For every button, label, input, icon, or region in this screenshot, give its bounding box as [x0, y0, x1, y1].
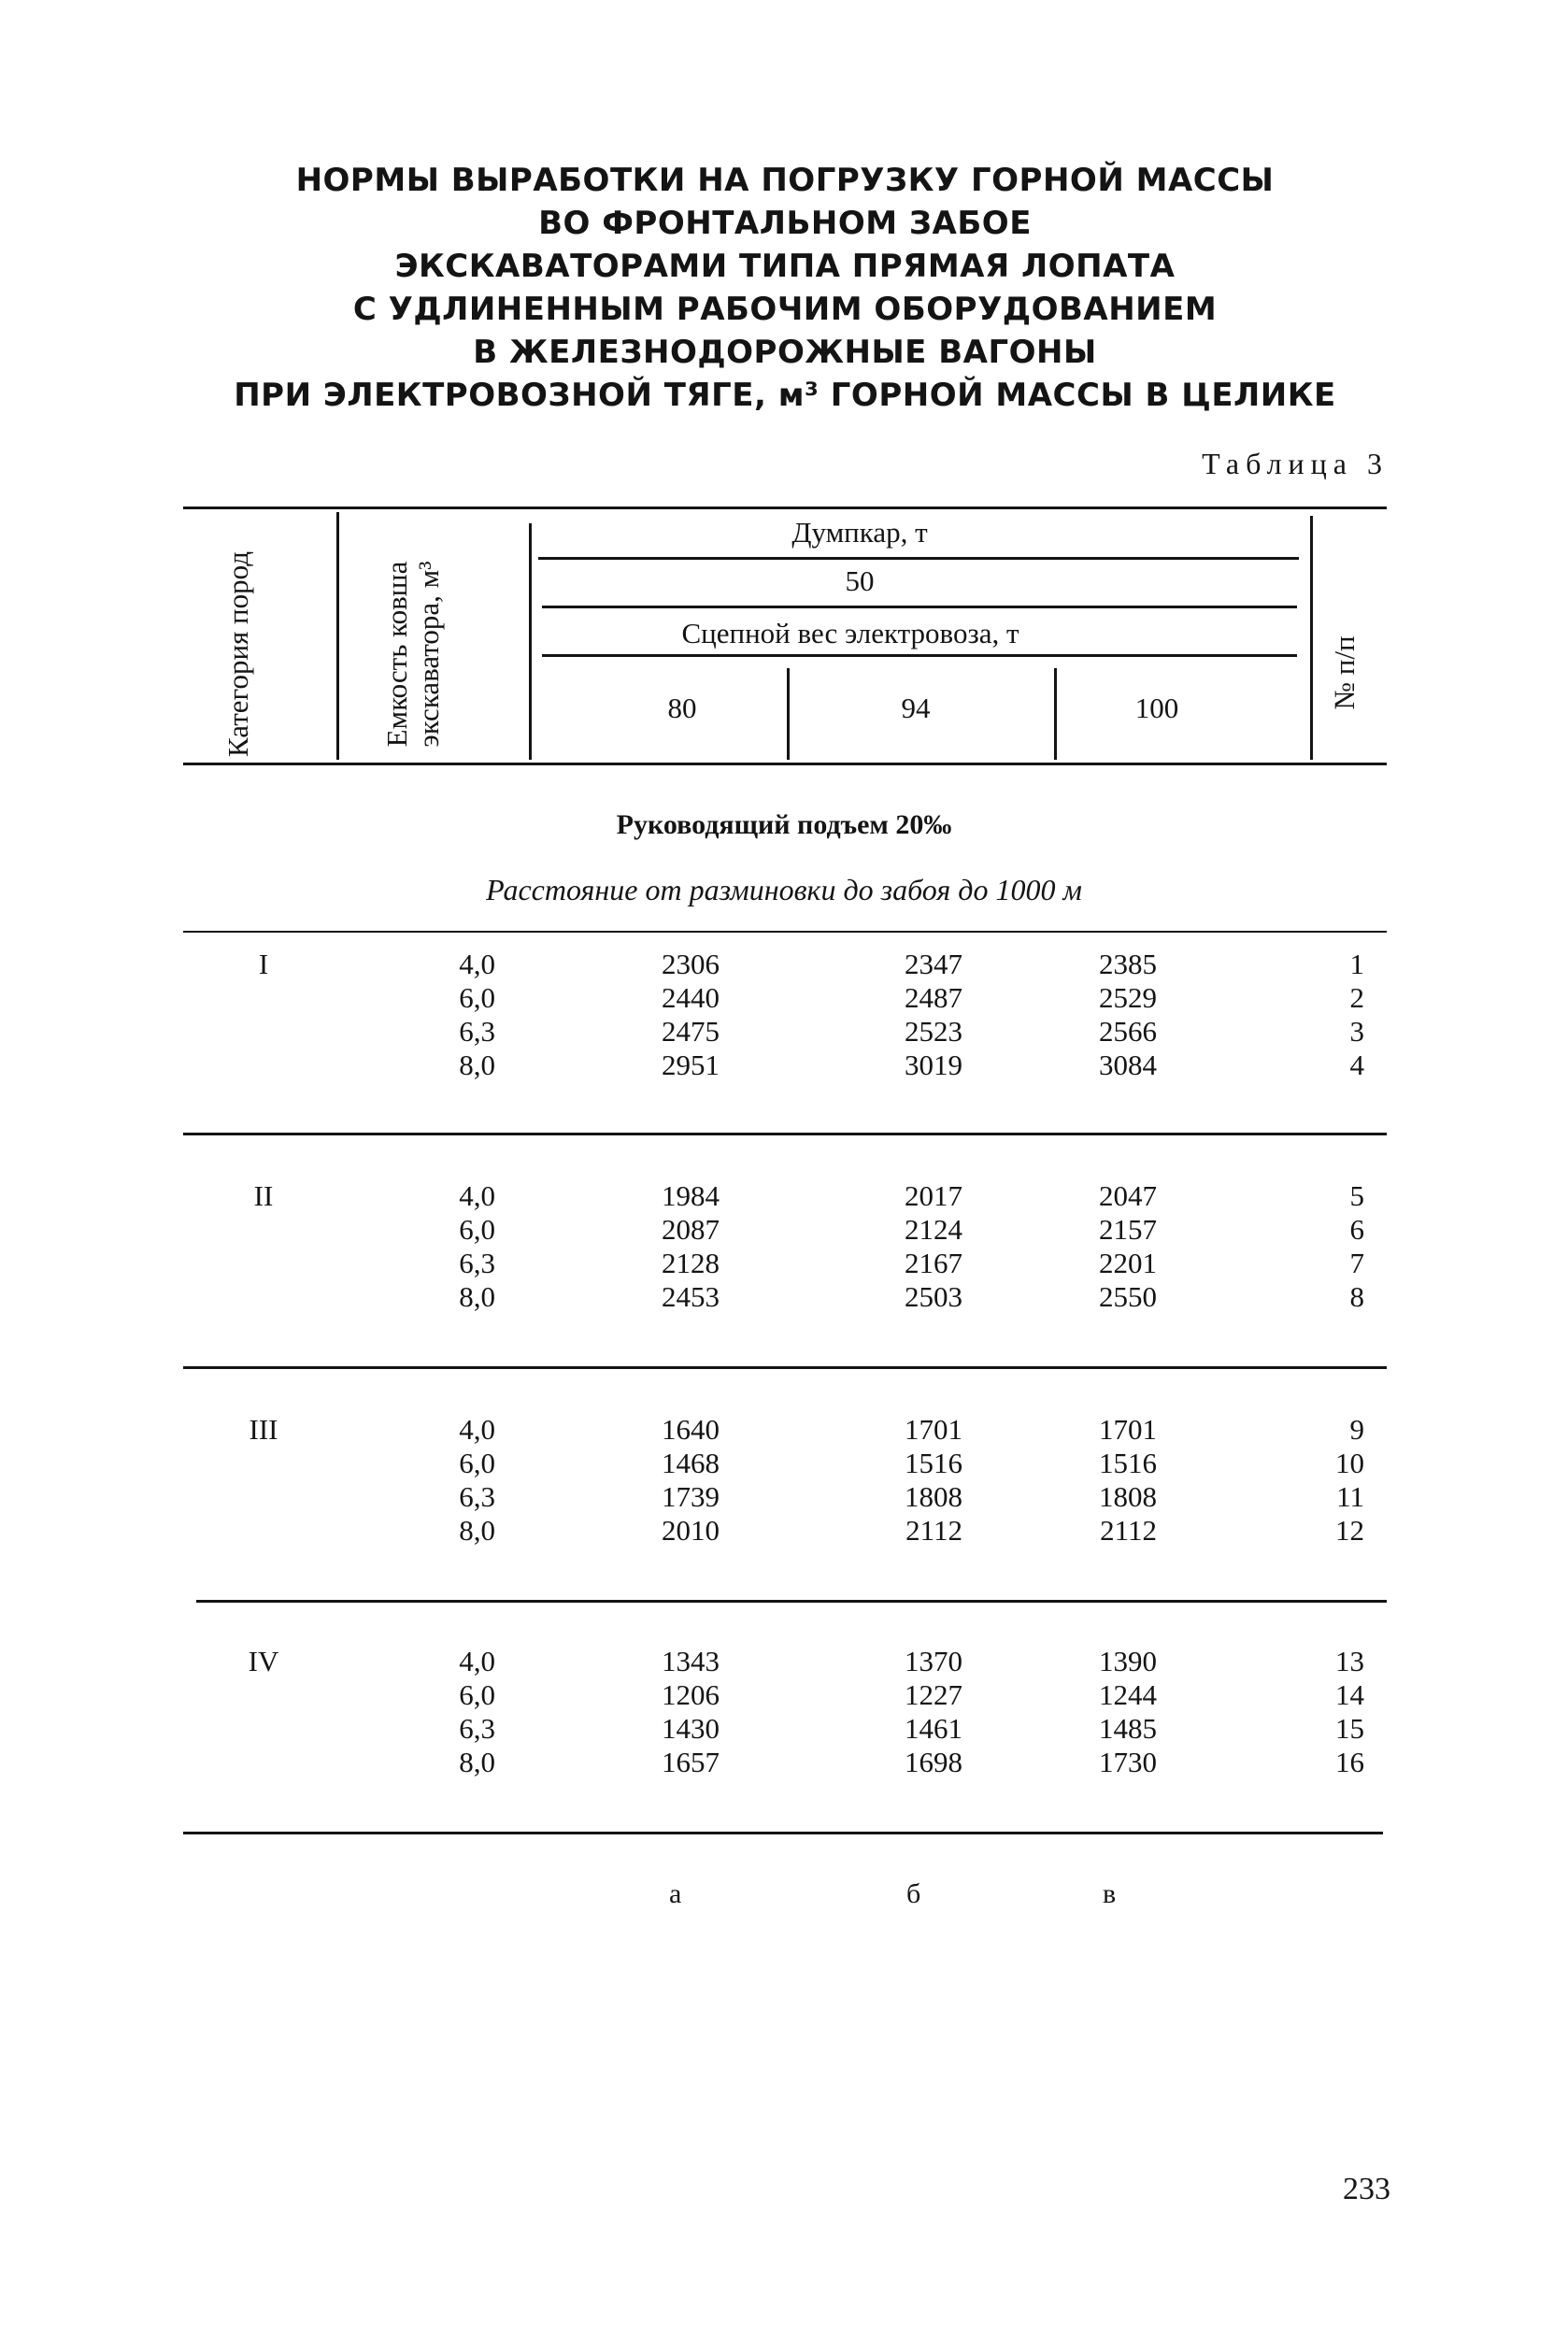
- value-b-cell: 2112: [905, 1514, 962, 1547]
- title-line: С УДЛИНЕННЫМ РАБОЧИМ ОБОРУДОВАНИЕМ: [352, 291, 1218, 328]
- value-b-cell: 2017: [905, 1179, 962, 1212]
- header-divider: [1054, 668, 1057, 760]
- row-number: 5: [1349, 1179, 1364, 1212]
- value-c-cell: 1244: [1099, 1678, 1157, 1711]
- category-cell: II: [253, 1179, 274, 1212]
- value-b-cell: 2124: [905, 1213, 962, 1246]
- value-a-cell: 1468: [662, 1447, 720, 1479]
- row-number: 4: [1349, 1049, 1364, 1081]
- value-a-cell: 2951: [662, 1049, 720, 1081]
- value-b-cell: 1461: [905, 1712, 962, 1745]
- row-number: 12: [1335, 1514, 1364, 1547]
- row-number: 1: [1349, 948, 1364, 980]
- value-a-cell: 2010: [662, 1514, 720, 1547]
- category-cell: III: [249, 1413, 278, 1446]
- value-b-cell: 2523: [905, 1015, 962, 1048]
- header-divider: [1310, 516, 1313, 760]
- value-c-cell: 1701: [1099, 1413, 1157, 1446]
- value-a-cell: 1206: [662, 1678, 720, 1711]
- value-c-cell: 2385: [1099, 948, 1157, 980]
- row-number: 10: [1335, 1447, 1364, 1479]
- value-a-cell: 2306: [662, 948, 720, 980]
- capacity-cell: 4,0: [459, 948, 495, 980]
- header-weight-94: 94: [901, 692, 931, 724]
- value-a-cell: 1739: [662, 1480, 720, 1513]
- value-b-cell: 2167: [905, 1247, 962, 1279]
- value-c-cell: 2201: [1099, 1247, 1157, 1279]
- value-c-cell: 1730: [1099, 1746, 1157, 1778]
- row-number: 7: [1349, 1247, 1364, 1279]
- value-a-cell: 1657: [662, 1746, 720, 1778]
- row-number: 9: [1349, 1413, 1364, 1446]
- capacity-cell: 8,0: [459, 1280, 495, 1313]
- header-divider: [336, 512, 339, 760]
- row-number: 2: [1349, 981, 1364, 1014]
- value-c-cell: 1485: [1099, 1712, 1157, 1745]
- header-capacity: Емкость ковша экскаватора, м³: [380, 561, 445, 748]
- value-b-cell: 1701: [905, 1413, 962, 1446]
- title-line: ЭКСКАВАТОРАМИ ТИПА ПРЯМАЯ ЛОПАТА: [394, 248, 1176, 285]
- value-a-cell: 1343: [662, 1645, 720, 1677]
- value-b-cell: 2503: [905, 1280, 962, 1313]
- header-number: № п/п: [1328, 635, 1361, 710]
- row-number: 11: [1336, 1480, 1364, 1513]
- value-c-cell: 1808: [1099, 1480, 1157, 1513]
- row-number: 6: [1349, 1213, 1364, 1246]
- value-c-cell: 2529: [1099, 981, 1157, 1014]
- value-a-cell: 1430: [662, 1712, 720, 1745]
- row-number: 15: [1335, 1712, 1364, 1745]
- distance-note: Расстояние от разминовки до забоя до 1000 м: [486, 873, 1082, 906]
- column-letter-a: а: [669, 1878, 682, 1909]
- header-weight-80: 80: [667, 692, 697, 724]
- row-number: 14: [1335, 1678, 1364, 1711]
- header-inner-rule: [538, 557, 1299, 560]
- capacity-cell: 6,3: [459, 1015, 495, 1048]
- table-rule: [183, 1832, 1383, 1834]
- value-b-cell: 1370: [905, 1645, 962, 1677]
- value-a-cell: 2087: [662, 1213, 720, 1246]
- value-a-cell: 1640: [662, 1413, 720, 1446]
- value-c-cell: 2566: [1099, 1015, 1157, 1048]
- value-a-cell: 2128: [662, 1247, 720, 1279]
- category-cell: I: [258, 948, 269, 980]
- capacity-cell: 6,3: [459, 1480, 495, 1513]
- value-b-cell: 3019: [905, 1049, 962, 1081]
- table-rule: [183, 931, 1387, 933]
- header-bottom-rule: [183, 763, 1387, 765]
- value-c-cell: 2550: [1099, 1280, 1157, 1313]
- header-weight-100: 100: [1134, 692, 1179, 724]
- title-line: В ЖЕЛЕЗНОДОРОЖНЫЕ ВАГОНЫ: [473, 334, 1097, 371]
- capacity-cell: 4,0: [459, 1413, 495, 1446]
- capacity-cell: 4,0: [459, 1179, 495, 1212]
- capacity-cell: 4,0: [459, 1645, 495, 1677]
- value-a-cell: 1984: [662, 1179, 720, 1212]
- capacity-cell: 6,3: [459, 1712, 495, 1745]
- capacity-cell: 6,3: [459, 1247, 495, 1279]
- value-b-cell: 1227: [905, 1678, 962, 1711]
- title-line: ВО ФРОНТАЛЬНОМ ЗАБОЕ: [538, 205, 1032, 242]
- section-subtitle: Руководящий подъем 20‰: [616, 809, 952, 840]
- capacity-cell: 6,0: [459, 981, 495, 1014]
- capacity-cell: 8,0: [459, 1746, 495, 1778]
- header-divider: [529, 523, 532, 760]
- header-category: Категория пород: [221, 550, 254, 758]
- row-number: 13: [1335, 1645, 1364, 1677]
- title-line: ПРИ ЭЛЕКТРОВОЗНОЙ ТЯГЕ, м³ ГОРНОЙ МАССЫ В ЦЕЛИКЕ: [234, 377, 1336, 414]
- page-number: 233: [1343, 2172, 1390, 2206]
- value-c-cell: 2112: [1100, 1514, 1157, 1547]
- table-rule: [183, 1366, 1387, 1369]
- row-number: 8: [1349, 1280, 1364, 1313]
- capacity-cell: 6,0: [459, 1447, 495, 1479]
- value-c-cell: 3084: [1099, 1049, 1157, 1081]
- capacity-cell: 8,0: [459, 1514, 495, 1547]
- value-c-cell: 2047: [1099, 1179, 1157, 1212]
- table-label: Таблица 3: [1202, 447, 1389, 480]
- row-number: 3: [1349, 1015, 1364, 1048]
- capacity-cell: 8,0: [459, 1049, 495, 1081]
- column-letter-b: б: [906, 1878, 921, 1909]
- header-dumpcar-value: 50: [845, 564, 875, 597]
- title-line: НОРМЫ ВЫРАБОТКИ НА ПОГРУЗКУ ГОРНОЙ МАССЫ: [295, 162, 1275, 199]
- capacity-cell: 6,0: [459, 1678, 495, 1711]
- column-letter-v: в: [1103, 1878, 1117, 1909]
- header-top-rule: [183, 507, 1387, 509]
- header-inner-rule: [542, 654, 1297, 657]
- category-cell: IV: [248, 1645, 279, 1677]
- value-c-cell: 2157: [1099, 1213, 1157, 1246]
- header-divider: [787, 668, 790, 760]
- value-a-cell: 2475: [662, 1015, 720, 1048]
- row-number: 16: [1335, 1746, 1364, 1778]
- value-c-cell: 1516: [1099, 1447, 1157, 1479]
- capacity-cell: 6,0: [459, 1213, 495, 1246]
- header-loco-weight: Сцепной вес электровоза, т: [681, 617, 1019, 649]
- header-inner-rule: [542, 606, 1297, 608]
- value-b-cell: 2347: [905, 948, 962, 980]
- value-b-cell: 2487: [905, 981, 962, 1014]
- value-b-cell: 1808: [905, 1480, 962, 1513]
- value-a-cell: 2440: [662, 981, 720, 1014]
- page-title: [178, 159, 1392, 417]
- value-b-cell: 1698: [905, 1746, 962, 1778]
- table-rule: [196, 1600, 1387, 1603]
- header-dumpcar: Думпкар, т: [791, 516, 928, 549]
- value-c-cell: 1390: [1099, 1645, 1157, 1677]
- table-rule: [183, 1133, 1387, 1135]
- value-b-cell: 1516: [905, 1447, 962, 1479]
- value-a-cell: 2453: [662, 1280, 720, 1313]
